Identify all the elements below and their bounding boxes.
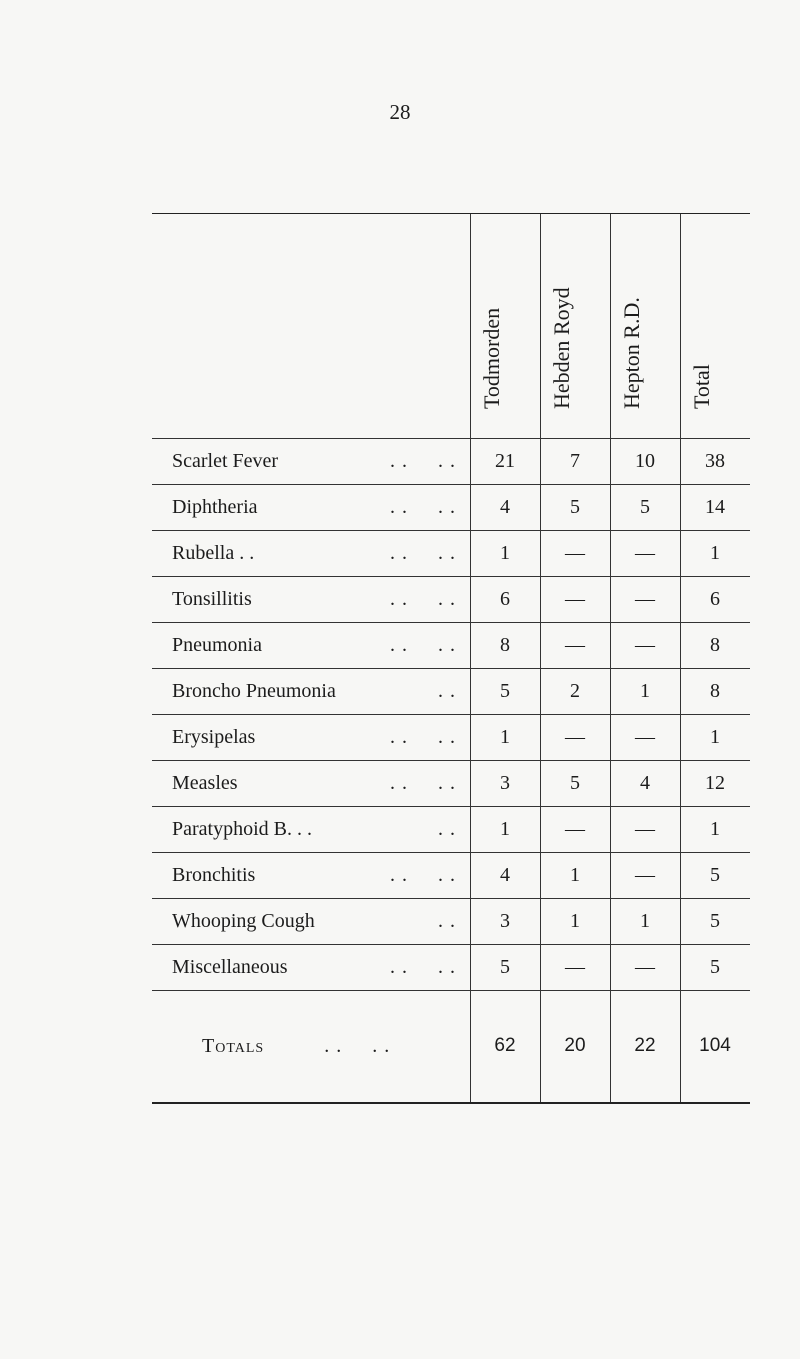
row-label: Diphtheria . . . . xyxy=(172,495,456,518)
row-label: Tonsillitis . . . . xyxy=(172,587,456,610)
cell-todmorden: 3 xyxy=(500,771,510,794)
page-number: 28 xyxy=(389,100,411,124)
column-header-total: Total xyxy=(689,364,714,409)
cell-total: 8 xyxy=(710,679,720,702)
cell-hepton-rd: — xyxy=(635,955,655,978)
cell-total: 1 xyxy=(710,541,720,564)
cell-total: 6 xyxy=(710,587,720,610)
cell-todmorden: 8 xyxy=(500,633,510,656)
disease-cases-table xyxy=(152,213,750,1104)
row-label: Rubella . . . . . . xyxy=(172,541,456,564)
cell-total: 5 xyxy=(710,909,720,932)
cell-total: 1 xyxy=(710,817,720,840)
cell-hebden-royd: 1 xyxy=(570,863,580,886)
table-row xyxy=(152,530,750,576)
cell-hepton-rd: — xyxy=(635,587,655,610)
cell-todmorden: 1 xyxy=(500,817,510,840)
cell-hebden-royd: — xyxy=(565,955,585,978)
row-label: Pneumonia . . . . xyxy=(172,633,456,656)
cell-hepton-rd: 1 xyxy=(640,679,650,702)
row-label: Measles . . . . xyxy=(172,771,456,794)
cell-hepton-rd: 10 xyxy=(635,449,655,472)
total-hepton-rd: 22 xyxy=(634,1035,656,1056)
row-label: Whooping Cough . . xyxy=(172,909,456,932)
cell-total: 5 xyxy=(710,955,720,978)
total-grand: 104 xyxy=(699,1035,731,1056)
row-label: Broncho Pneumonia . . xyxy=(172,679,456,702)
row-label: Erysipelas . . . . xyxy=(172,725,456,748)
cell-todmorden: 6 xyxy=(500,587,510,610)
cell-todmorden: 4 xyxy=(500,495,510,518)
row-label: Paratyphoid B. . . . . xyxy=(172,817,456,840)
table-row xyxy=(152,668,750,714)
cell-hepton-rd: 1 xyxy=(640,909,650,932)
total-hebden-royd: 20 xyxy=(564,1035,586,1056)
cell-todmorden: 1 xyxy=(500,725,510,748)
cell-hebden-royd: — xyxy=(565,633,585,656)
cell-hepton-rd: — xyxy=(635,863,655,886)
cell-hepton-rd: 4 xyxy=(640,771,650,794)
row-label: Miscellaneous . . . . xyxy=(172,955,456,978)
cell-hebden-royd: 1 xyxy=(570,909,580,932)
row-label: Scarlet Fever . . . . xyxy=(172,449,456,472)
cell-total: 1 xyxy=(710,725,720,748)
cell-hepton-rd: — xyxy=(635,633,655,656)
cell-total: 14 xyxy=(705,495,725,518)
table-row xyxy=(152,760,750,806)
table-row xyxy=(152,622,750,668)
column-header-hepton-rd: Hepton R.D. xyxy=(619,297,644,409)
cell-hebden-royd: 5 xyxy=(570,771,580,794)
cell-hebden-royd: 7 xyxy=(570,449,580,472)
cell-hepton-rd: — xyxy=(635,817,655,840)
cell-total: 12 xyxy=(705,771,725,794)
column-header-todmorden: Todmorden xyxy=(479,307,504,409)
cell-hebden-royd: — xyxy=(565,587,585,610)
table-row xyxy=(152,438,750,484)
cell-hebden-royd: 2 xyxy=(570,679,580,702)
row-label: Bronchitis . . . . xyxy=(172,863,456,886)
cell-hepton-rd: — xyxy=(635,541,655,564)
cell-todmorden: 4 xyxy=(500,863,510,886)
table-row xyxy=(152,484,750,530)
cell-hebden-royd: — xyxy=(565,541,585,564)
cell-total: 38 xyxy=(705,449,725,472)
cell-total: 5 xyxy=(710,863,720,886)
cell-todmorden: 21 xyxy=(495,449,515,472)
column-header-hebden-royd: Hebden Royd xyxy=(549,287,574,409)
cell-todmorden: 5 xyxy=(500,955,510,978)
cell-todmorden: 5 xyxy=(500,679,510,702)
table-row xyxy=(152,898,750,944)
totals-label: Totals . . . . xyxy=(202,1034,391,1057)
table-row xyxy=(152,576,750,622)
cell-hebden-royd: 5 xyxy=(570,495,580,518)
cell-hepton-rd: 5 xyxy=(640,495,650,518)
table-row xyxy=(152,806,750,852)
cell-hepton-rd: — xyxy=(635,725,655,748)
table-row xyxy=(152,944,750,990)
totals-row xyxy=(152,990,750,1102)
cell-todmorden: 1 xyxy=(500,541,510,564)
cell-hebden-royd: — xyxy=(565,725,585,748)
cell-hebden-royd: — xyxy=(565,817,585,840)
total-todmorden: 62 xyxy=(494,1035,516,1056)
table-row xyxy=(152,714,750,760)
cell-todmorden: 3 xyxy=(500,909,510,932)
cell-total: 8 xyxy=(710,633,720,656)
table-row xyxy=(152,852,750,898)
